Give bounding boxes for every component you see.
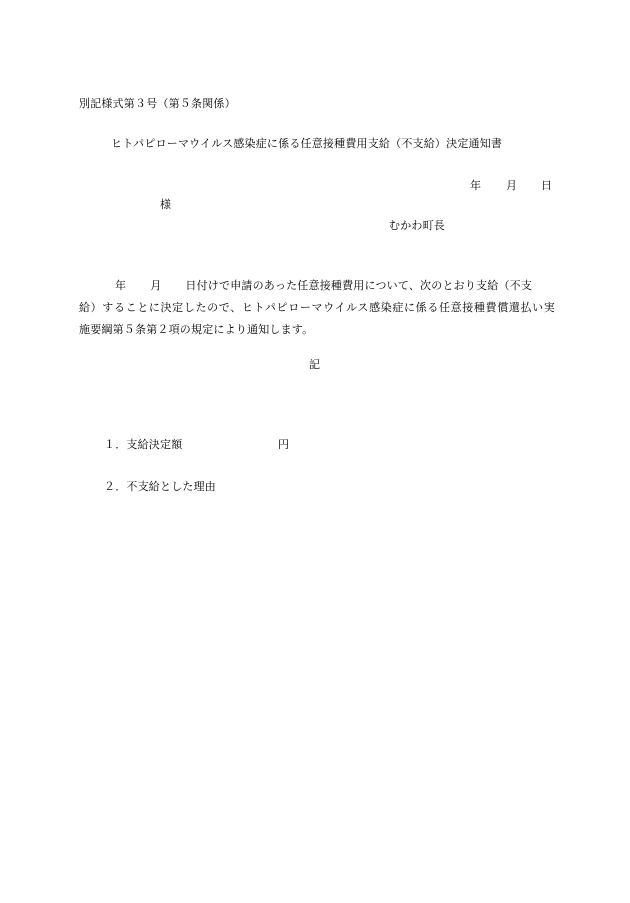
form-number: 別記様式第３号（第５条関係） (79, 97, 236, 110)
body-month: 月 (150, 279, 162, 292)
body-line-1 (79, 275, 555, 297)
notice-body (79, 275, 555, 341)
date-day: 日 (541, 179, 553, 192)
body-line-2: 給）することに決定したので、ヒトパピローマウイルス感染症に係る任意接種費償還払い実 (79, 301, 555, 314)
document-title: ヒトパピローマウイルス感染症に係る任意接種費用支給（不支給）決定通知書 (111, 137, 503, 150)
item-payment-amount-label: １．支給決定額 (104, 438, 183, 451)
date-month: 月 (506, 179, 518, 192)
ki-heading: 記 (309, 358, 321, 371)
body-line-3: 施要綱第５条第２項の規定により通知します。 (79, 323, 314, 336)
issuer-name: むかわ町長 (389, 219, 445, 232)
item-nonpayment-reason-label: ２．不支給とした理由 (104, 480, 216, 493)
addressee-suffix: 様 (160, 198, 172, 211)
item-payment-amount-unit: 円 (278, 438, 290, 451)
body-line-1-text: 日付けで申請のあった任意接種費用について、次のとおり支給（不支 (185, 279, 533, 292)
date-year: 年 (470, 179, 482, 192)
body-year: 年 (115, 279, 127, 292)
